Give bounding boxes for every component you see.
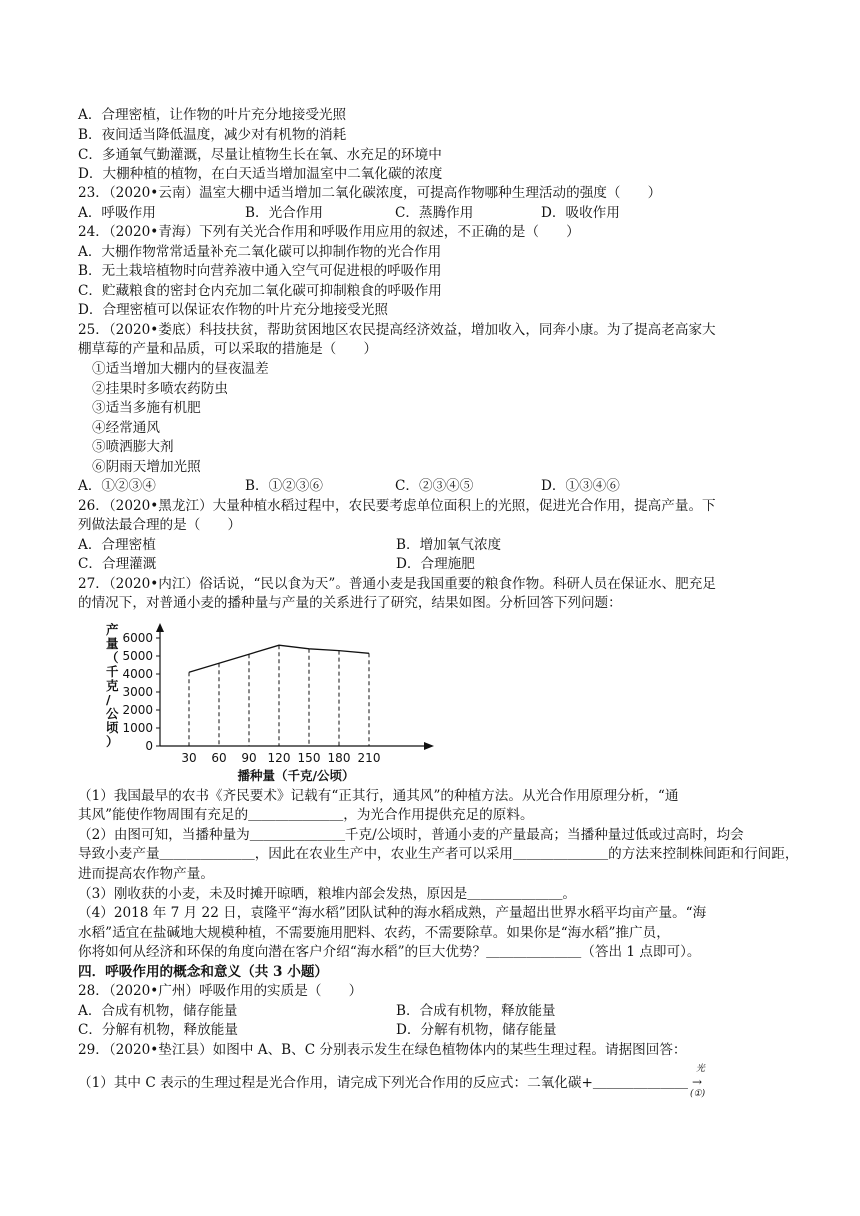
question-26-options — [78, 536, 788, 555]
option-d: D．①③④⑥ — [541, 478, 620, 494]
question-24: 24．（2020•青海）下列有关光合作用和呼吸作用应用的叙述，不正确的是（ ） — [78, 224, 580, 240]
y-tick-label: 2000 — [122, 703, 153, 717]
sub-question-2: （2）由图可知，当播种量为＿＿＿＿＿＿＿千克/公顷时，普通小麦的产量最高；当播种量过低或过高时，均会 — [78, 827, 744, 843]
option-c: C．贮藏粮食的密封仓内充加二氧化碳可抑制粮食的呼吸作用 — [78, 283, 442, 299]
option-c: C．蒸腾作用 — [395, 205, 474, 221]
y-tick-label: 1000 — [122, 721, 153, 735]
option-c: C．分解有机物，释放能量 — [78, 1022, 238, 1038]
option-b: B．合成有机物，释放能量 — [396, 1003, 556, 1019]
y-tick-label: 5000 — [122, 649, 153, 663]
option-d: D．合理密植可以保证农作物的叶片充分地接受光照 — [78, 302, 388, 318]
sub-question-2-cont: 导致小麦产量＿＿＿＿＿＿＿，因此在农业生产中，农业生产者可以采用＿＿＿＿＿＿＿的方法来控制株间距和行间距， — [78, 846, 799, 862]
list-item: ①适当增加大棚内的昼夜温差 — [92, 361, 269, 377]
x-tick-label: 30 — [181, 751, 197, 765]
list-item: ④经常通风 — [92, 420, 160, 436]
option-a: A．①②③④ — [78, 478, 156, 494]
x-tick-label: 150 — [297, 751, 321, 765]
option-a: A．呼吸作用 — [78, 205, 156, 221]
question-25: 25．（2020•娄底）科技扶贫，帮助贫困地区农民提高经济效益，增加收入，同奔小康。为了提高老高家大 — [78, 322, 716, 338]
list-item: ②挂果时多喷农药防虫 — [92, 381, 228, 397]
sub-question-1 — [78, 1064, 788, 1099]
list-item: ③适当多施有机肥 — [92, 400, 201, 416]
option-c: C．合理灌溉 — [78, 556, 157, 572]
x-tick-label: 90 — [241, 751, 257, 765]
option-b: B．无土栽培植物时向营养液中通入空气可促进根的呼吸作用 — [78, 263, 442, 279]
x-tick-label: 210 — [357, 751, 381, 765]
y-tick-label: 6000 — [122, 631, 153, 645]
x-axis-label: 播种量（千克/公顷） — [237, 768, 355, 783]
x-tick-label: 120 — [267, 751, 291, 765]
option-a: A．合成有机物，储存能量 — [78, 1003, 238, 1019]
y-axis-label: 产量（千克/公顷） — [106, 622, 119, 749]
light-condition: 光 — [696, 1064, 706, 1074]
option-b: B．增加氧气浓度 — [396, 537, 502, 553]
sub-question-4-cont: 水稻”适宜在盐碱地大规模种植，不需要施用肥料、农药，不需要除草。如果你是“海水稻”推广员， — [78, 925, 670, 941]
y-axis-arrow — [156, 623, 164, 632]
question-28-options — [78, 1002, 788, 1021]
y-tick-label: 3000 — [122, 685, 153, 699]
condition-label: (①) — [690, 1089, 706, 1099]
option-line: A．合理密植，让作物的叶片充分地接受光照 — [78, 107, 347, 123]
option-b: B．①②③⑥ — [245, 478, 323, 494]
y-tick-label: 0 — [145, 739, 153, 753]
question-23-options — [78, 204, 788, 223]
option-d: D．合理施肥 — [396, 556, 475, 572]
question-26-cont: 列做法最合理的是（ ） — [78, 517, 242, 533]
question-23: 23．（2020•云南）温室大棚中适当增加二氧化碳浓度，可提高作物哪种生理活动的强度（ ） — [78, 185, 662, 201]
equation-text: （1）其中 C 表示的生理过程是光合作用，请完成下列光合作用的反应式：二氧化碳+＿＿＿＿＿＿＿ — [78, 1075, 689, 1091]
option-line: B．夜间适当降低温度，减少对有机物的消耗 — [78, 127, 347, 143]
list-item: ⑥阴雨天增加光照 — [92, 459, 201, 475]
question-28: 28．（2020•广州）呼吸作用的实质是（ ） — [78, 983, 363, 999]
sub-question-1-cont: 其风”能使作物周围有充足的＿＿＿＿＿＿＿，为光合作用提供充足的原料。 — [78, 807, 534, 823]
option-b: B．光合作用 — [245, 205, 323, 221]
reaction-arrow — [688, 1064, 714, 1099]
sub-question-1: （1）我国最早的农书《齐民要术》记载有“正其行，通其风”的种植方法。从光合作用原理分析，“通 — [78, 788, 679, 804]
option-a: A．大棚作物常常适量补充二氧化碳可以抑制作物的光合作用 — [78, 244, 442, 260]
list-item: ⑤喷洒膨大剂 — [92, 439, 174, 455]
sub-question-4: （4）2018 年 7 月 22 日，袁隆平“海水稻”团队试种的海水稻成熟，产量超出世界水稻平均亩产量。“海 — [78, 905, 707, 921]
sub-question-4-cont: 你将如何从经济和环保的角度向潜在客户介绍“海水稻”的巨大优势？＿＿＿＿＿＿＿（答出 1 点即可）。 — [78, 944, 701, 960]
option-c: C．②③④⑤ — [395, 478, 474, 494]
x-tick-label: 180 — [327, 751, 351, 765]
x-axis-arrow — [424, 742, 434, 750]
sub-question-2-cont: 进而提高农作物产量。 — [78, 866, 214, 882]
question-25-options — [78, 477, 788, 496]
question-27-cont: 的情况下，对普通小麦的播种量与产量的关系进行了研究，结果如图。分析回答下列问题： — [78, 595, 622, 611]
question-25-cont: 棚草莓的产量和品质，可以采取的措施是（ ） — [78, 341, 378, 357]
question-29: 29．（2020•垫江县）如图中 A、B、C 分别表示发生在绿色植物体内的某些生理过程。请据图回答： — [78, 1042, 687, 1058]
y-tick-label: 4000 — [122, 667, 153, 681]
option-line: D．大棚种植的植物，在白天适当增加温室中二氧化碳的浓度 — [78, 166, 443, 182]
section-heading: 四．呼吸作用的概念和意义（共 3 小题） — [78, 964, 329, 980]
option-a: A．合理密植 — [78, 537, 156, 553]
question-26-options — [78, 555, 788, 574]
arrow-icon: → — [692, 1075, 703, 1089]
x-tick-label: 60 — [211, 751, 227, 765]
option-d: D．吸收作用 — [541, 205, 620, 221]
question-28-options — [78, 1021, 788, 1040]
sub-question-3: （3）刚收获的小麦，未及时摊开晾晒，粮堆内部会发热，原因是＿＿＿＿＿＿＿。 — [78, 886, 577, 902]
question-26: 26．（2020•黑龙江）大量种植水稻过程中，农民要考虑单位面积上的光照，促进光合作用，提高产量。下 — [78, 498, 716, 514]
option-d: D．分解有机物，储存能量 — [396, 1022, 557, 1038]
option-line: C．多通氧气勤灌溉，尽量让植物生长在氧、水充足的环境中 — [78, 147, 442, 163]
question-27: 27．（2020•内江）俗话说，“民以食为天”。普通小麦是我国重要的粮食作物。科研人员在保证水、肥充足 — [78, 576, 716, 592]
yield-chart — [96, 620, 446, 788]
